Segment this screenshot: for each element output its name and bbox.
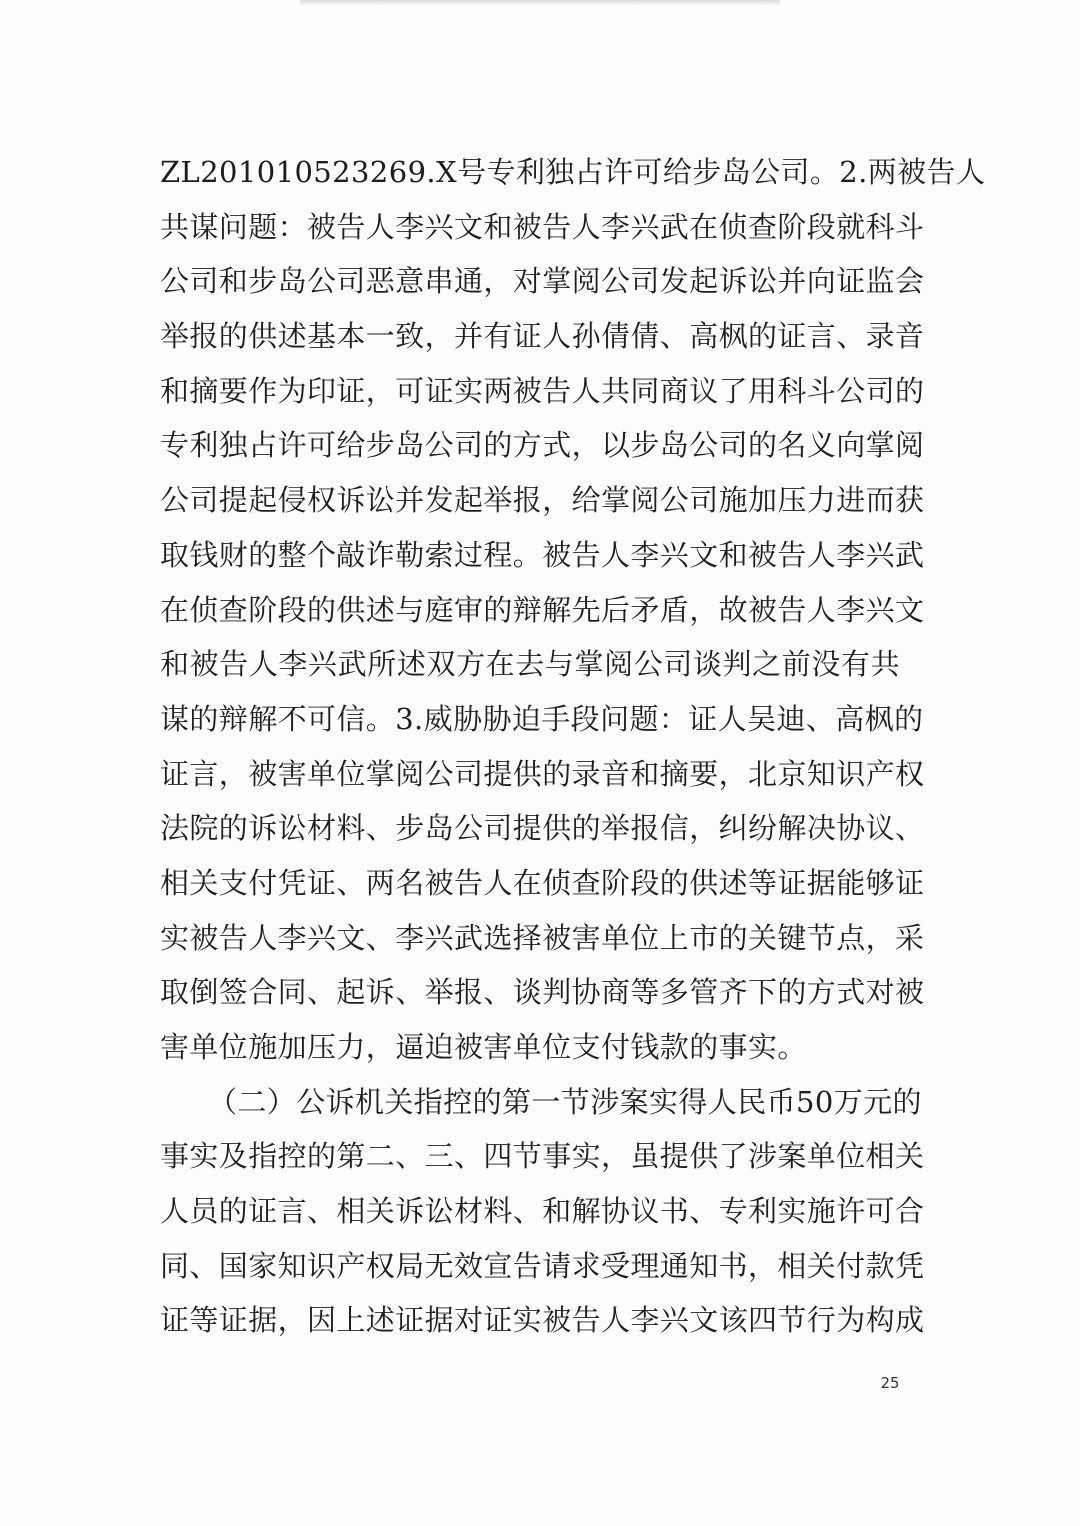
text-line: 人员的证言、相关诉讼材料、和解协议书、专利实施许可合: [160, 1194, 925, 1229]
text-line: 取倒签合同、起诉、举报、谈判协商等多管齐下的方式对被: [160, 975, 925, 1010]
text-line: 公司和步岛公司恶意串通，对掌阅公司发起诉讼并向证监会: [160, 264, 925, 299]
text-line: 证言，被害单位掌阅公司提供的录音和摘要，北京知识产权: [160, 756, 925, 791]
page-number: 25: [880, 1374, 900, 1392]
text-line: 举报的供述基本一致，并有证人孙倩倩、高枫的证言、录音: [160, 319, 925, 354]
text-line: 共谋问题：被告人李兴文和被告人李兴武在侦查阶段就科斗: [160, 209, 925, 244]
text-line: 专利独占许可给步岛公司的方式，以步岛公司的名义向掌阅: [160, 428, 925, 463]
text-line: 和摘要作为印证，可证实两被告人共同商议了用科斗公司的: [160, 373, 925, 408]
text-line: 和被告人李兴武所述双方在去与掌阅公司谈判之前没有共: [160, 647, 900, 682]
text-line: 实被告人李兴文、李兴武选择被害单位上市的关键节点，采: [160, 920, 925, 955]
text-line: 公司提起侵权诉讼并发起举报，给掌阅公司施加压力进而获: [160, 483, 925, 518]
paragraph-start-line: （二）公诉机关指控的第一节涉案实得人民币50万元的: [208, 1084, 922, 1119]
scan-edge-shadow: [300, 0, 780, 6]
text-line: 在侦查阶段的供述与庭审的辩解先后矛盾，故被告人李兴文: [160, 592, 925, 627]
text-line: 取钱财的整个敲诈勒索过程。被告人李兴文和被告人李兴武: [160, 537, 925, 572]
text-line: 同、国家知识产权局无效宣告请求受理通知书，相关付款凭: [160, 1248, 925, 1283]
text-line: 法院的诉讼材料、步岛公司提供的举报信，纠纷解决协议、: [160, 811, 925, 846]
text-line: 事实及指控的第二、三、四节事实，虽提供了涉案单位相关: [160, 1139, 925, 1174]
text-line: 相关支付凭证、两名被告人在侦查阶段的供述等证据能够证: [160, 865, 925, 900]
text-line: 害单位施加压力，逼迫被害单位支付钱款的事实。: [160, 1030, 807, 1064]
text-line: 谋的辩解不可信。3.威胁胁迫手段问题：证人吴迪、高枫的: [160, 701, 924, 736]
document-body: [160, 145, 986, 1348]
text-line: ZL201010523269.X号专利独占许可给步岛公司。2.两被告人: [160, 155, 986, 189]
text-line: 证等证据，因上述证据对证实被告人李兴文该四节行为构成: [160, 1303, 925, 1338]
